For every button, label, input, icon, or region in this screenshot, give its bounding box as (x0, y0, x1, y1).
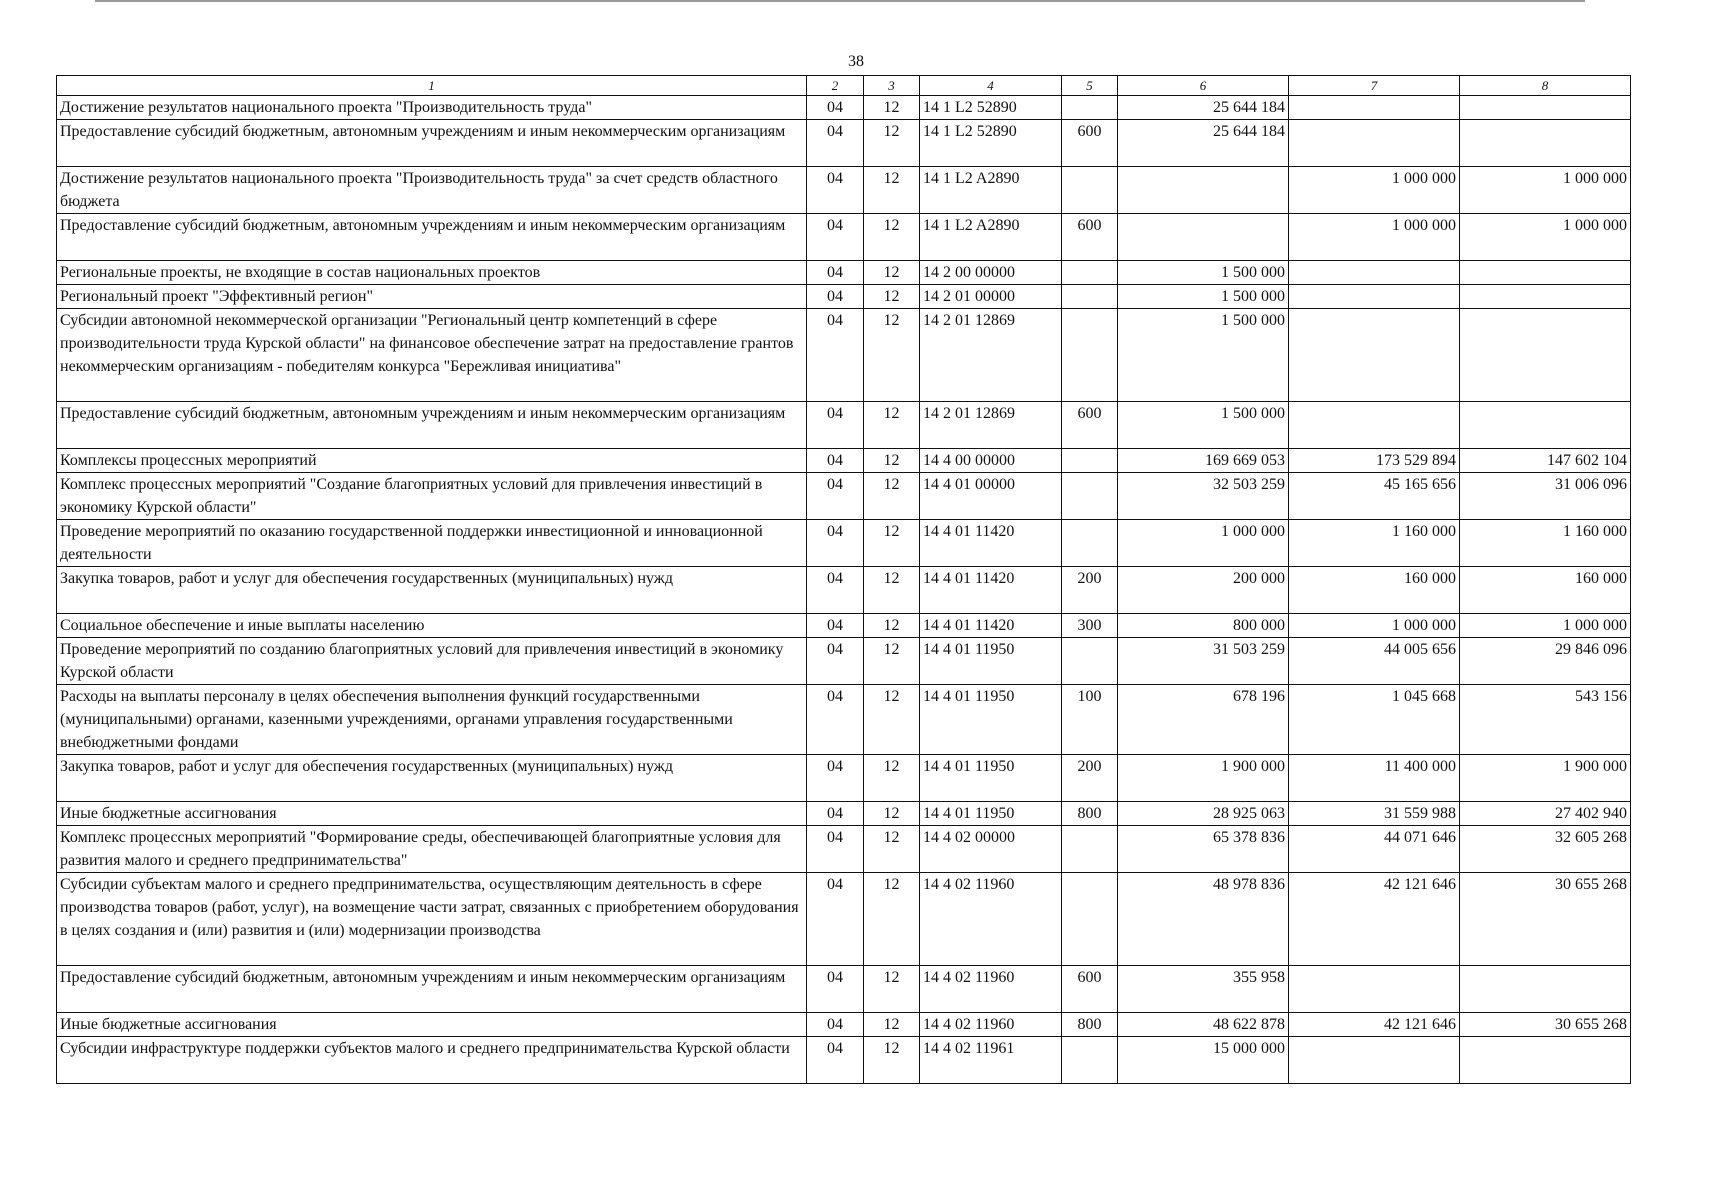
subsection-code: 12 (864, 1037, 920, 1084)
amount-col7: 31 559 988 (1289, 802, 1460, 826)
target-article-code: 14 2 01 12869 (920, 402, 1062, 449)
expense-type-code: 600 (1062, 120, 1118, 167)
amount-col6: 1 000 000 (1118, 520, 1289, 567)
subsection-code: 12 (864, 96, 920, 120)
row-name: Региональные проекты, не входящие в состав национальных проектов (57, 261, 807, 285)
amount-col8: 543 156 (1460, 685, 1631, 755)
amount-col7: 1 000 000 (1289, 214, 1460, 261)
table-row (57, 614, 1631, 638)
subsection-code: 12 (864, 449, 920, 473)
subsection-code: 12 (864, 167, 920, 214)
target-article-code: 14 2 00 00000 (920, 261, 1062, 285)
target-article-code: 14 2 01 12869 (920, 309, 1062, 402)
amount-col6: 1 500 000 (1118, 309, 1289, 402)
amount-col6 (1118, 167, 1289, 214)
expense-type-code: 600 (1062, 214, 1118, 261)
table-row (57, 802, 1631, 826)
amount-col6: 1 500 000 (1118, 261, 1289, 285)
row-name: Предоставление субсидий бюджетным, автономным учреждениям и иным некоммерческим организациям (57, 214, 807, 261)
amount-col8 (1460, 1037, 1631, 1084)
amount-col6: 25 644 184 (1118, 120, 1289, 167)
amount-col8 (1460, 402, 1631, 449)
target-article-code: 14 4 01 11950 (920, 638, 1062, 685)
expense-type-code (1062, 167, 1118, 214)
table-row (57, 285, 1631, 309)
section-code: 04 (807, 261, 864, 285)
subsection-code: 12 (864, 402, 920, 449)
subsection-code: 12 (864, 520, 920, 567)
section-code: 04 (807, 167, 864, 214)
amount-col7: 173 529 894 (1289, 449, 1460, 473)
target-article-code: 14 1 L2 52890 (920, 96, 1062, 120)
column-header: 7 (1289, 76, 1460, 96)
amount-col8: 1 000 000 (1460, 614, 1631, 638)
table-row (57, 826, 1631, 873)
table-row (57, 473, 1631, 520)
section-code: 04 (807, 402, 864, 449)
row-name: Проведение мероприятий по созданию благоприятных условий для привлечения инвестиций в экономику Курской области (57, 638, 807, 685)
target-article-code: 14 4 02 11960 (920, 873, 1062, 966)
section-code: 04 (807, 614, 864, 638)
row-name: Иные бюджетные ассигнования (57, 802, 807, 826)
expense-type-code (1062, 309, 1118, 402)
amount-col7 (1289, 1037, 1460, 1084)
amount-col6: 355 958 (1118, 966, 1289, 1013)
target-article-code: 14 4 02 00000 (920, 826, 1062, 873)
expense-type-code: 800 (1062, 802, 1118, 826)
expense-type-code (1062, 285, 1118, 309)
section-code: 04 (807, 966, 864, 1013)
section-code: 04 (807, 285, 864, 309)
table-row (57, 214, 1631, 261)
target-article-code: 14 4 01 11950 (920, 685, 1062, 755)
expense-type-code (1062, 638, 1118, 685)
amount-col7: 11 400 000 (1289, 755, 1460, 802)
column-header: 8 (1460, 76, 1631, 96)
target-article-code: 14 1 L2 A2890 (920, 214, 1062, 261)
amount-col7: 1 045 668 (1289, 685, 1460, 755)
target-article-code: 14 4 01 11950 (920, 802, 1062, 826)
amount-col8 (1460, 966, 1631, 1013)
amount-col7 (1289, 966, 1460, 1013)
target-article-code: 14 4 01 00000 (920, 473, 1062, 520)
amount-col6: 31 503 259 (1118, 638, 1289, 685)
amount-col7: 44 071 646 (1289, 826, 1460, 873)
amount-col8: 32 605 268 (1460, 826, 1631, 873)
amount-col7 (1289, 402, 1460, 449)
amount-col8: 1 160 000 (1460, 520, 1631, 567)
amount-col6: 32 503 259 (1118, 473, 1289, 520)
amount-col7: 42 121 646 (1289, 1013, 1460, 1037)
table-row (57, 261, 1631, 285)
subsection-code: 12 (864, 261, 920, 285)
amount-col8: 1 000 000 (1460, 214, 1631, 261)
expense-type-code (1062, 473, 1118, 520)
amount-col8: 160 000 (1460, 567, 1631, 614)
column-header: 3 (864, 76, 920, 96)
row-name: Достижение результатов национального проекта "Производительность труда" (57, 96, 807, 120)
amount-col6: 48 622 878 (1118, 1013, 1289, 1037)
table-row (57, 685, 1631, 755)
table-row (57, 309, 1631, 402)
amount-col6: 200 000 (1118, 567, 1289, 614)
amount-col6: 1 500 000 (1118, 402, 1289, 449)
section-code: 04 (807, 473, 864, 520)
amount-col7: 44 005 656 (1289, 638, 1460, 685)
table-row (57, 1013, 1631, 1037)
expense-type-code: 600 (1062, 966, 1118, 1013)
amount-col7: 1 000 000 (1289, 614, 1460, 638)
target-article-code: 14 1 L2 A2890 (920, 167, 1062, 214)
row-name: Региональный проект "Эффективный регион" (57, 285, 807, 309)
amount-col6: 678 196 (1118, 685, 1289, 755)
subsection-code: 12 (864, 873, 920, 966)
expense-type-code (1062, 96, 1118, 120)
row-name: Комплекс процессных мероприятий "Формирование среды, обеспечивающей благоприятные условия для развития малого и среднего предпринимательства" (57, 826, 807, 873)
subsection-code: 12 (864, 614, 920, 638)
row-name: Субсидии субъектам малого и среднего предпринимательства, осуществляющим деятельность в сфере производства товаров (работ, услуг), на возмещение части затрат, связанных с приобретением оборудования в целях создания и (или) развития и (или) модернизации производства (57, 873, 807, 966)
section-code: 04 (807, 638, 864, 685)
row-name: Субсидии инфраструктуре поддержки субъектов малого и среднего предпринимательства Курской области (57, 1037, 807, 1084)
table-row (57, 449, 1631, 473)
row-name: Проведение мероприятий по оказанию государственной поддержки инвестиционной и инновационной деятельности (57, 520, 807, 567)
expense-type-code (1062, 449, 1118, 473)
section-code: 04 (807, 873, 864, 966)
amount-col8: 1 000 000 (1460, 167, 1631, 214)
section-code: 04 (807, 1037, 864, 1084)
row-name: Расходы на выплаты персоналу в целях обеспечения выполнения функций государственными (муниципальными) органами, казенными учреждениями, органами управления государственными внебюджетными фондами (57, 685, 807, 755)
row-name: Предоставление субсидий бюджетным, автономным учреждениям и иным некоммерческим организациям (57, 966, 807, 1013)
row-name: Иные бюджетные ассигнования (57, 1013, 807, 1037)
amount-col6: 1 500 000 (1118, 285, 1289, 309)
section-code: 04 (807, 309, 864, 402)
amount-col8: 27 402 940 (1460, 802, 1631, 826)
target-article-code: 14 4 01 11420 (920, 567, 1062, 614)
amount-col8: 30 655 268 (1460, 1013, 1631, 1037)
expense-type-code (1062, 826, 1118, 873)
amount-col6: 25 644 184 (1118, 96, 1289, 120)
amount-col8: 29 846 096 (1460, 638, 1631, 685)
section-code: 04 (807, 802, 864, 826)
table-row (57, 873, 1631, 966)
target-article-code: 14 2 01 00000 (920, 285, 1062, 309)
row-name: Субсидии автономной некоммерческой организации "Региональный центр компетенций в сфере производительности труда Курской области" на финансовое обеспечение затрат на предоставление грантов некоммерческим организациям - победителям конкурса "Бережливая инициатива" (57, 309, 807, 402)
subsection-code: 12 (864, 285, 920, 309)
target-article-code: 14 1 L2 52890 (920, 120, 1062, 167)
amount-col6: 169 669 053 (1118, 449, 1289, 473)
subsection-code: 12 (864, 214, 920, 261)
section-code: 04 (807, 96, 864, 120)
subsection-code: 12 (864, 966, 920, 1013)
subsection-code: 12 (864, 826, 920, 873)
amount-col8: 147 602 104 (1460, 449, 1631, 473)
row-name: Предоставление субсидий бюджетным, автономным учреждениям и иным некоммерческим организациям (57, 402, 807, 449)
table-row (57, 120, 1631, 167)
expense-type-code: 800 (1062, 1013, 1118, 1037)
target-article-code: 14 4 01 11420 (920, 614, 1062, 638)
row-name: Закупка товаров, работ и услуг для обеспечения государственных (муниципальных) нужд (57, 755, 807, 802)
target-article-code: 14 4 01 11420 (920, 520, 1062, 567)
row-name: Предоставление субсидий бюджетным, автономным учреждениям и иным некоммерческим организациям (57, 120, 807, 167)
section-code: 04 (807, 520, 864, 567)
amount-col8 (1460, 285, 1631, 309)
target-article-code: 14 4 02 11961 (920, 1037, 1062, 1084)
amount-col7: 1 160 000 (1289, 520, 1460, 567)
amount-col7: 160 000 (1289, 567, 1460, 614)
budget-table (56, 75, 1631, 1084)
column-number-row (57, 76, 1631, 96)
section-code: 04 (807, 449, 864, 473)
amount-col6: 800 000 (1118, 614, 1289, 638)
amount-col6: 28 925 063 (1118, 802, 1289, 826)
row-name: Закупка товаров, работ и услуг для обеспечения государственных (муниципальных) нужд (57, 567, 807, 614)
target-article-code: 14 4 01 11950 (920, 755, 1062, 802)
top-rule (95, 0, 1585, 2)
amount-col6: 15 000 000 (1118, 1037, 1289, 1084)
amount-col7: 1 000 000 (1289, 167, 1460, 214)
amount-col7 (1289, 96, 1460, 120)
target-article-code: 14 4 02 11960 (920, 966, 1062, 1013)
section-code: 04 (807, 685, 864, 755)
amount-col8 (1460, 120, 1631, 167)
amount-col8: 1 900 000 (1460, 755, 1631, 802)
expense-type-code: 200 (1062, 567, 1118, 614)
table-row (57, 96, 1631, 120)
section-code: 04 (807, 755, 864, 802)
row-name: Комплекс процессных мероприятий "Создание благоприятных условий для привлечения инвестиций в экономику Курской области" (57, 473, 807, 520)
amount-col7: 45 165 656 (1289, 473, 1460, 520)
expense-type-code: 200 (1062, 755, 1118, 802)
expense-type-code: 100 (1062, 685, 1118, 755)
section-code: 04 (807, 567, 864, 614)
page-number: 38 (848, 53, 864, 70)
expense-type-code: 600 (1062, 402, 1118, 449)
subsection-code: 12 (864, 309, 920, 402)
expense-type-code (1062, 873, 1118, 966)
table-row (57, 638, 1631, 685)
amount-col6: 48 978 836 (1118, 873, 1289, 966)
subsection-code: 12 (864, 473, 920, 520)
amount-col6: 65 378 836 (1118, 826, 1289, 873)
table-row (57, 567, 1631, 614)
amount-col7 (1289, 120, 1460, 167)
section-code: 04 (807, 1013, 864, 1037)
expense-type-code (1062, 520, 1118, 567)
section-code: 04 (807, 120, 864, 167)
amount-col7: 42 121 646 (1289, 873, 1460, 966)
column-header: 5 (1062, 76, 1118, 96)
subsection-code: 12 (864, 802, 920, 826)
amount-col8: 31 006 096 (1460, 473, 1631, 520)
amount-col8 (1460, 96, 1631, 120)
amount-col7 (1289, 309, 1460, 402)
target-article-code: 14 4 02 11960 (920, 1013, 1062, 1037)
column-header: 6 (1118, 76, 1289, 96)
amount-col7 (1289, 285, 1460, 309)
column-header: 1 (57, 76, 807, 96)
section-code: 04 (807, 214, 864, 261)
table-row (57, 1037, 1631, 1084)
row-name: Комплексы процессных мероприятий (57, 449, 807, 473)
subsection-code: 12 (864, 1013, 920, 1037)
subsection-code: 12 (864, 685, 920, 755)
row-name: Социальное обеспечение и иные выплаты населению (57, 614, 807, 638)
table-row (57, 402, 1631, 449)
table-row (57, 966, 1631, 1013)
target-article-code: 14 4 00 00000 (920, 449, 1062, 473)
row-name: Достижение результатов национального проекта "Производительность труда" за счет средств областного бюджета (57, 167, 807, 214)
amount-col8: 30 655 268 (1460, 873, 1631, 966)
expense-type-code (1062, 1037, 1118, 1084)
section-code: 04 (807, 826, 864, 873)
expense-type-code (1062, 261, 1118, 285)
table-row (57, 520, 1631, 567)
amount-col8 (1460, 261, 1631, 285)
column-header: 2 (807, 76, 864, 96)
subsection-code: 12 (864, 755, 920, 802)
column-header: 4 (920, 76, 1062, 96)
table-row (57, 755, 1631, 802)
amount-col7 (1289, 261, 1460, 285)
amount-col6: 1 900 000 (1118, 755, 1289, 802)
subsection-code: 12 (864, 120, 920, 167)
table-row (57, 167, 1631, 214)
subsection-code: 12 (864, 567, 920, 614)
expense-type-code: 300 (1062, 614, 1118, 638)
amount-col6 (1118, 214, 1289, 261)
subsection-code: 12 (864, 638, 920, 685)
amount-col8 (1460, 309, 1631, 402)
